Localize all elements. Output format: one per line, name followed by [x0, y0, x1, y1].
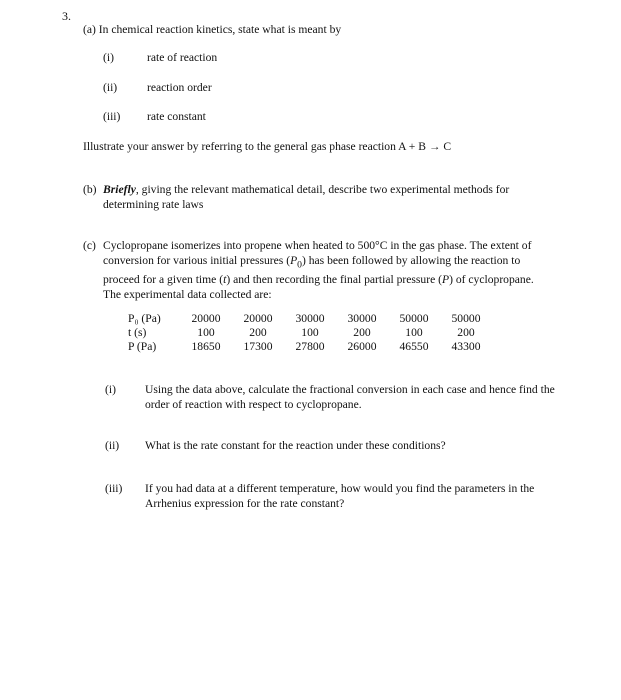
- table-cell: 200: [457, 326, 475, 339]
- part-b-emphasis: Briefly: [103, 183, 136, 196]
- table-cell: 50000: [399, 312, 429, 325]
- part-a-item-num: (iii): [103, 110, 121, 123]
- part-a-item-text: rate constant: [147, 110, 206, 123]
- part-b-label: (b): [83, 183, 97, 196]
- part-c-sub-text: If you had data at a different temperature, how would you find the parameters in the Arrhenius expression for the rate constant?: [145, 482, 535, 510]
- p-symbol: P: [442, 273, 450, 287]
- row-label: t (s): [128, 326, 147, 339]
- part-b-text: [103, 182, 553, 212]
- data-table: [128, 312, 492, 354]
- part-c-sub-num: (iii): [105, 482, 123, 495]
- table-cell: 50000: [451, 312, 481, 325]
- question-number: 3.: [62, 9, 71, 23]
- part-a-item-text: reaction order: [147, 81, 212, 94]
- p0-symbol: P: [290, 254, 298, 267]
- table-cell: 17300: [243, 340, 273, 353]
- part-c-text-segment: ) has been followed by allowing the reaction to proceed for a given time (: [103, 254, 521, 287]
- table-cell: 18650: [191, 340, 221, 353]
- table-cell: 46550: [399, 340, 429, 353]
- part-b-body: , giving the relevant mathematical detail, describe two experimental methods for determining rate laws: [103, 183, 510, 211]
- part-c-sub-text: Using the data above, calculate the fractional conversion in each case and hence find the order of reaction with respect to cyclopropane.: [145, 383, 555, 411]
- table-cell: 20000: [191, 312, 221, 325]
- part-c-sub-text: What is the rate constant for the reaction under these conditions?: [145, 439, 446, 452]
- part-c-sub-num: (ii): [105, 439, 120, 452]
- row-label: P (Pa): [128, 340, 157, 353]
- table-cell: 100: [405, 326, 423, 339]
- table-cell: 100: [301, 326, 319, 339]
- table-cell: 27800: [295, 340, 325, 353]
- part-c-text-segment: ) and then recording the final partial pressure (: [226, 273, 442, 287]
- part-a-label: (a): [83, 23, 96, 36]
- part-a-text: In chemical reaction kinetics, state what is meant by: [98, 23, 342, 36]
- part-a-item-num: (ii): [103, 81, 118, 94]
- table-row: [128, 326, 492, 340]
- part-c-text-segment: ) of cyclopropane. The experimental data collected are:: [103, 273, 534, 302]
- part-a-item-num: (i): [103, 51, 114, 64]
- part-c-label: (c): [83, 239, 96, 252]
- table-cell: 43300: [451, 340, 481, 353]
- table-cell: 26000: [347, 340, 377, 353]
- part-c-sub-num: (i): [105, 383, 116, 396]
- table-cell: 30000: [295, 312, 325, 325]
- table-cell: 200: [249, 326, 267, 339]
- part-c-text: [103, 238, 543, 302]
- table-cell: 100: [197, 326, 215, 339]
- row-label: P₀ (Pa): [128, 312, 161, 325]
- table-cell: 20000: [243, 312, 273, 325]
- table-row: [128, 312, 492, 326]
- part-a-prompt: [83, 22, 341, 37]
- part-c-text-segment: Cyclopropane isomerizes into propene when heated to 500°C in the gas phase. The extent of conversion for various initial pressures (: [103, 239, 532, 267]
- t-symbol: t: [223, 273, 227, 287]
- part-a-illustrate: Illustrate your answer by referring to the general gas phase reaction A + B → C: [83, 140, 452, 153]
- table-cell: 30000: [347, 312, 377, 325]
- p0-subscript: 0: [297, 259, 302, 271]
- table-cell: 200: [353, 326, 371, 339]
- part-a-item-text: rate of reaction: [147, 51, 218, 64]
- table-row: [128, 340, 492, 354]
